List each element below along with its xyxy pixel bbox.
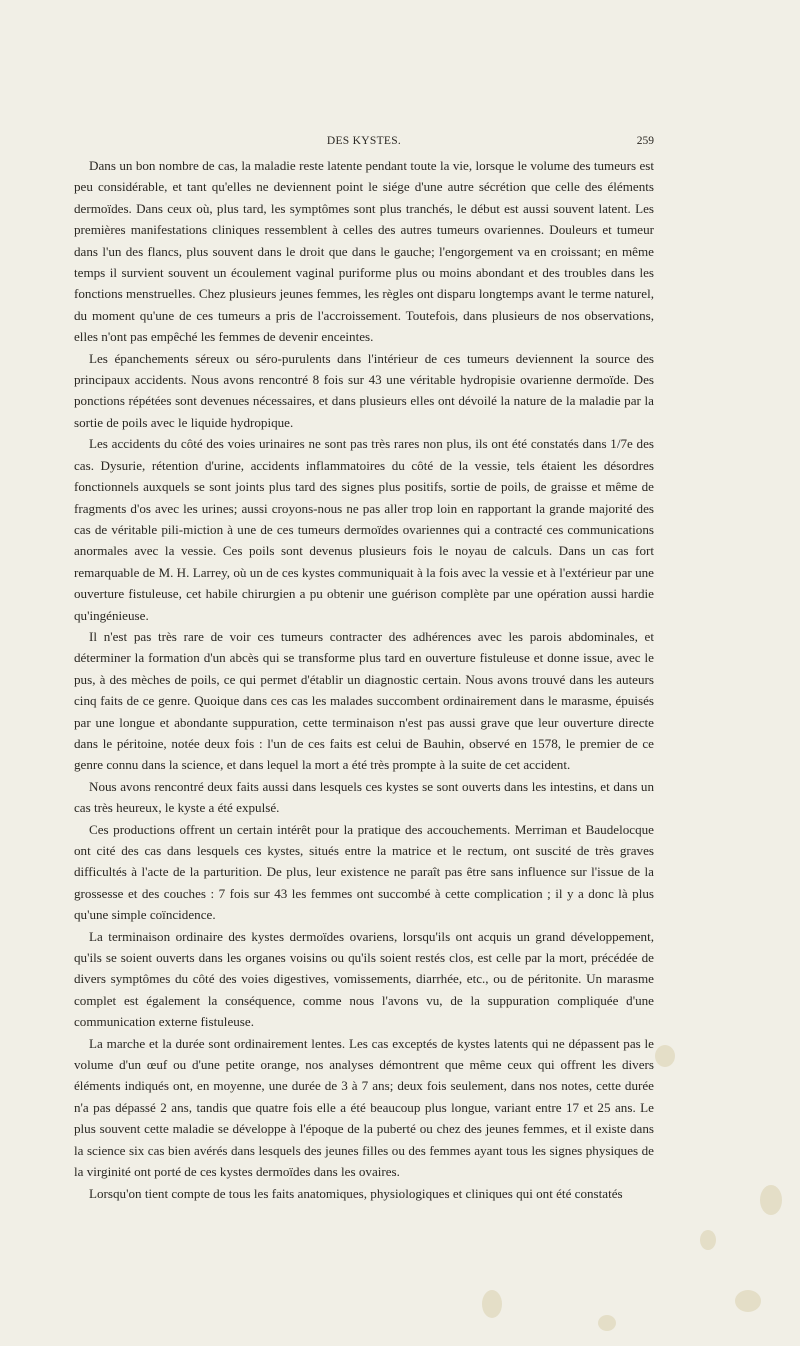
paragraph: La marche et la durée sont ordinairement lentes. Les cas exceptés de kystes latents qui ne dépassent pas le volume d'un œuf ou d'une petite orange, nos analyses démontrent que même ceux qui offrent les divers éléments indiqués ont, en moyenne, une durée de 3 à 7 ans; deux fois seulement, dans nos notes, cette durée n'a pas dépassé 2 ans, tandis que quatre fois elle a été beaucoup plus longue, variant entre 17 et 25 ans. Le plus souvent cette maladie se développe à l'époque de la puberté ou chez des jeunes femmes, et il existe dans la science six cas bien avérés dans lesquels des jeunes filles ou des femmes ayant tous les signes physiques de la virginité ont porté de ces kystes dermoïdes dans les ovaires. — [74, 1035, 654, 1180]
page-number: 259 — [636, 135, 654, 147]
body-text — [74, 155, 654, 1204]
paper-stain — [655, 1045, 675, 1067]
paragraph: Nous avons rencontré deux faits aussi dans lesquels ces kystes se sont ouverts dans les intestins, et dans un cas très heureux, le kyste a été expulsé. — [74, 778, 654, 816]
paper-stain — [598, 1315, 616, 1331]
running-head — [74, 135, 654, 153]
paragraph: Les accidents du côté des voies urinaires ne sont pas très rares non plus, ils ont été constatés dans 1/7e des cas. Dysurie, rétention d'urine, accidents inflammatoires du côté de la vessie, tels étaient les désordres fonctionnels auxquels se sont joints plus tard des signes plus positifs, sortie de poils, de graisse et même de fragments d'os avec les urines; aussi croyons-nous ne pas aller trop loin en rapportant la grande majorité des cas de véritable pili-miction à une de ces tumeurs dermoïdes ovariennes qui a contracté ces communications anormales avec la vessie. Ces poils sont devenus plusieurs fois le noyau de calculs. Dans un cas fort remarquable de M. H. Larrey, où un de ces kystes communiquait à la fois avec la vessie et à l'extérieur par une ouverture fistuleuse, cet habile chirurgien a pu obtenir une guérison complète par une opération aussi hardie qu'ingénieuse. — [74, 436, 654, 623]
paragraph: Il n'est pas très rare de voir ces tumeurs contracter des adhérences avec les parois abdominales, et déterminer la formation d'un abcès qui se transforme plus tard en ouverture fistuleuse et donne issue, avec le pus, à des mèches de poils, ce qui permet d'établir un diagnostic certain. Nous avons trouvé dans les auteurs cinq faits de ce genre. Quoique dans ces cas les malades succombent ordinairement dans le marasme, épuisés par une longue et abondante suppuration, cette terminaison n'est pas aussi grave que leur ouverture directe dans le péritoine, notée deux fois : l'un de ces faits est celui de Bauhin, observé en 1578, le premier de ce genre connu dans la science, et dans lequel la mort a été très prompte à la suite de cet accident. — [74, 628, 654, 773]
paper-stain — [735, 1290, 761, 1312]
paper-stain — [700, 1230, 716, 1250]
paragraph: Lorsqu'on tient compte de tous les faits anatomiques, physiologiques et cliniques qui ont été constatés — [89, 1185, 623, 1201]
running-title: DES KYSTES. — [326, 135, 402, 147]
paper-stain — [482, 1290, 502, 1318]
paper-stain — [760, 1185, 782, 1215]
paragraph: Dans un bon nombre de cas, la maladie reste latente pendant toute la vie, lorsque le volume des tumeurs est peu considérable, et tant qu'elles ne deviennent point le siége d'une autre sécrétion que celle des éléments dermoïdes. Dans ceux où, plus tard, les symptômes sont plus tranchés, le début est aussi souvent latent. Les premières manifestations cliniques ressemblent à celles des autres tumeurs ovariennes. Douleurs et tumeur dans l'un des flancs, plus souvent dans le droit que dans le gauche; l'engorgement va en croissant; en même temps il survient souvent un écoulement vaginal puriforme plus ou moins abondant et des troubles dans les fonctions menstruelles. Chez plusieurs jeunes femmes, les règles ont disparu longtemps avant le terme naturel, du moment qu'une de ces tumeurs a pris de l'accroissement. Toutefois, dans plusieurs de nos observations, elles n'ont pas empêché les femmes de devenir enceintes. — [74, 158, 654, 345]
paragraph: La terminaison ordinaire des kystes dermoïdes ovariens, lorsqu'ils ont acquis un grand développement, qu'ils se soient ouverts dans les organes voisins ou qu'ils soient restés clos, est celle par la mort, précédée de divers symptômes du côté des voies digestives, vomissements, diarrhée, etc., ou de péritonite. Un marasme complet est également la conséquence, comme nous l'avons vu, de la suppuration compliquée d'une communication externe fistuleuse. — [74, 928, 654, 1030]
paragraph: Ces productions offrent un certain intérêt pour la pratique des accouchements. Merriman et Baudelocque ont cité des cas dans lesquels ces kystes, situés entre la matrice et le rectum, ont suscité de très graves difficultés à l'acte de la parturition. De plus, leur existence ne paraît pas être sans influence sur l'issue de la grossesse et des couches : 7 fois sur 43 les femmes ont succombé à cette complication ; il y a donc là plus qu'une simple coïncidence. — [74, 821, 654, 923]
paragraph: Les épanchements séreux ou séro-purulents dans l'intérieur de ces tumeurs deviennent la source des principaux accidents. Nous avons rencontré 8 fois sur 43 une véritable hydropisie ovarienne dermoïde. Des ponctions répétées sont devenues nécessaires, et dans plusieurs elles ont dévoilé la nature de la maladie par la sortie de poils avec le liquide hydropique. — [74, 350, 654, 430]
